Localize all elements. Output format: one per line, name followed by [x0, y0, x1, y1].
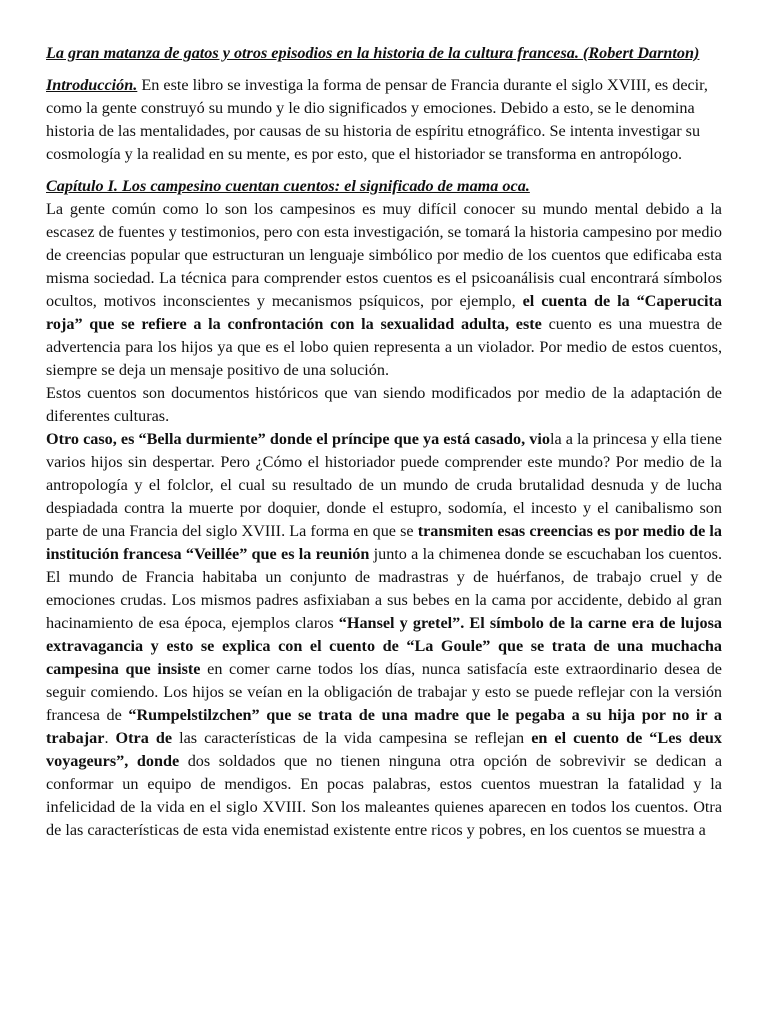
bold-run: Otra de	[115, 729, 173, 747]
bold-run: el cuenta de la “Caperucita roja” que se refiere a la confrontación con la sexualidad adulta, este	[46, 292, 722, 333]
document-title: La gran matanza de gatos y otros episodios en la historia de la cultura francesa. (Robert Darnton)	[46, 44, 700, 62]
text-run: la a la princesa y ella tiene varios hijos sin despertar. Pero ¿Cómo el historiador puede comprender este mundo? Por medio de la antropología y el folclor, el cual su resultado de un mundo de cruda brutalidad desnuda y de lucha despiadada contra la muerte por doquier, donde el estupro, sodomía, el incesto y el canibalismo son parte de una Francia del siglo XVIII. La forma en que se	[46, 430, 722, 540]
text-run: en comer carne todos los días, nunca satisfacía este extraordinario desea de seguir comiendo. Los hijos se veían en la obligación de trabajar y esto se puede reflejar con la versión francesa de	[46, 660, 722, 724]
text-run: dos soldados que no tienen ninguna otra opción de sobrevivir se dedican a conformar un equipo de mendigos. En pocas palabras, estos cuentos muestran la fatalidad y la infelicidad de la vida en el siglo XVIII. Son los maleantes quienes aparecen en todos los cuentos. Otra de las características de esta vida enemistad existente entre ricos y pobres, en los cuentos se muestra a	[46, 752, 722, 839]
intro-paragraph	[46, 74, 722, 166]
chapter-1-paragraph-3	[46, 428, 722, 842]
text-run: junto a la chimenea donde se escuchaban los cuentos. El mundo de Francia habitaba un conjunto de madrastras y de huérfanos, de trabajo cruel y de emociones crudas. Los mismos padres asfixiaban a sus bebes en la cama por accidente, debido al gran hacinamiento de esa época, ejemplos claros	[46, 545, 722, 632]
bold-run: “Hansel y gretel”. El símbolo de la carne era de lujosa extravagancia y esto se explica con el cuento de “La Goule” que se trata de una muchacha campesina que insiste	[46, 614, 722, 678]
text-run: cuento es una muestra de advertencia para los hijos ya que es el lobo quien representa a un violador. Por medio de estos cuentos, siempre se deja un mensaje positivo de una solución.	[46, 315, 722, 379]
bold-run: transmiten esas creencias es por medio de la institución francesa “Veillée” que es la reunión	[46, 522, 722, 563]
chapter-1-paragraph-1	[46, 198, 722, 382]
bold-run: Otro caso, es “Bella durmiente” donde el príncipe que ya está casado, vio	[46, 430, 550, 448]
chapter-1-paragraph-2: Estos cuentos son documentos históricos que van siendo modificados por medio de la adaptación de diferentes culturas.	[46, 384, 722, 425]
chapter-1-heading: Capítulo I. Los campesino cuentan cuentos: el significado de mama oca.	[46, 177, 530, 195]
intro-text: En este libro se investiga la forma de pensar de Francia durante el siglo XVIII, es decir, como la gente construyó su mundo y le dio significados y emociones. Debido a esto, se le denomina historia de las mentalidades, por causas de su historia de espíritu etnográfico. Se intenta investigar su cosmología y la realidad en su mente, es por esto, que el historiador se transforma en antropólogo.	[46, 76, 708, 163]
bold-run: en el cuento de “Les deux voyageurs”, donde	[46, 729, 723, 770]
intro-heading: Introducción.	[46, 76, 138, 94]
text-run: La gente común como lo son los campesinos es muy difícil conocer su mundo mental debido a la escasez de fuentes y testimonios, pero con esta investigación, se tomará la historia campesino por medio de creencias popular que estructuran un lenguaje simbólico por medio de los cuentos que edificaba esta misma sociedad. La técnica para comprender estos cuentos es el psicoanálisis cual encontrará símbolos ocultos, motivos inconscientes y mecanismos psíquicos, por ejemplo,	[46, 200, 722, 310]
text-run: .	[104, 729, 116, 747]
text-run: las características de la vida campesina se reflejan	[172, 729, 532, 747]
bold-run: “Rumpelstilzchen” que se trata de una madre que le pegaba a su hija por no ir a trabajar	[46, 706, 722, 747]
